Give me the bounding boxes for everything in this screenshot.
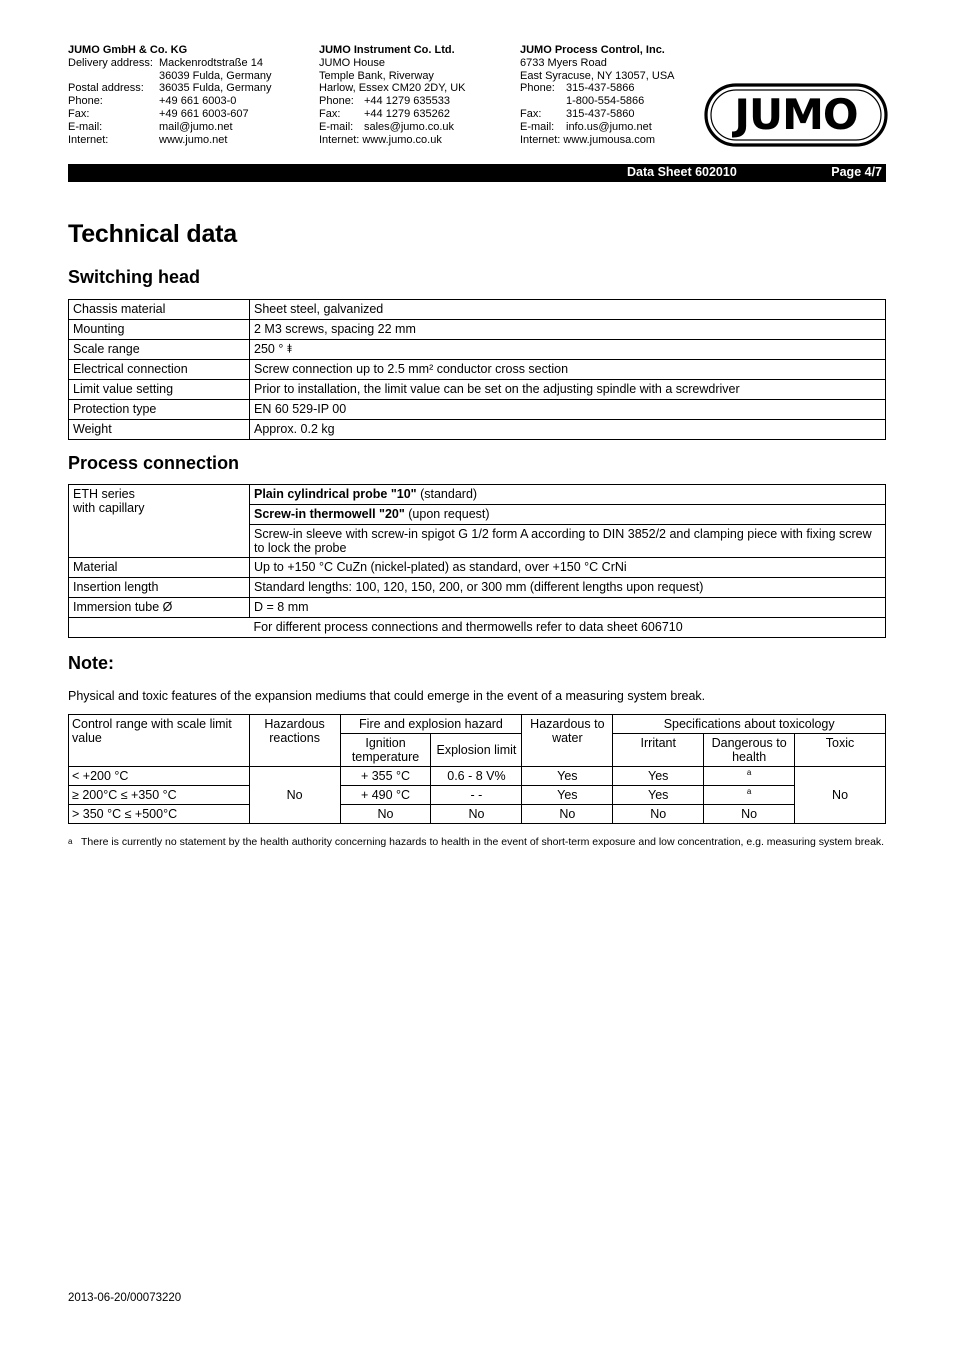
website-link[interactable]: www.jumo.co.uk (362, 133, 442, 146)
table-row (69, 400, 886, 420)
company-name: JUMO GmbH & Co. KG (68, 44, 188, 56)
addr-val: 315-437-5860 (566, 107, 635, 120)
addr-line: Harlow, Essex CM20 2DY, UK (319, 82, 466, 95)
addr-val: Mackenrodtstraße 14 (159, 56, 263, 69)
addr-key: Internet: (520, 133, 561, 146)
address-jumo-gmbh (68, 44, 272, 146)
cell-explosion: - - (431, 786, 522, 805)
eth-label-line: ETH series (73, 487, 135, 501)
email-link[interactable]: sales@jumo.co.uk (364, 120, 455, 133)
company-name: JUMO Process Control, Inc. (520, 44, 665, 56)
cell-water: No (522, 805, 613, 824)
header-toxic: Toxic (795, 734, 886, 767)
cell-explosion: 0.6 - 8 V% (431, 767, 522, 786)
addr-val: +44 1279 635262 (364, 107, 450, 120)
cell-ignition: + 490 °C (340, 786, 431, 805)
spec-value: Up to +150 °C CuZn (nickel-plated) as standard, over +150 °C CrNi (250, 558, 886, 578)
spec-value: Prior to installation, the limit value can be set on the adjusting spindle with a screwdriver (250, 380, 886, 400)
spec-value: D = 8 mm (250, 598, 886, 618)
spec-value: Standard lengths: 100, 120, 150, 200, or 300 mm (different lengths upon request) (250, 578, 886, 598)
section-heading-process-connection: Process connection (68, 453, 240, 473)
spec-label: Scale range (69, 340, 250, 360)
company-name: JUMO Instrument Co. Ltd. (319, 44, 455, 56)
addr-val: +49 661 6003-607 (159, 107, 249, 120)
note-text: Physical and toxic features of the expansion mediums that could emerge in the event of a measuring system break. (68, 689, 706, 703)
spec-label: Limit value setting (69, 380, 250, 400)
cell-explosion: No (431, 805, 522, 824)
probe-note: (standard) (416, 487, 478, 501)
cell-ignition: + 355 °C (340, 767, 431, 786)
cell-irritant: Yes (613, 786, 704, 805)
header-irritant: Irritant (613, 734, 704, 767)
addr-key: Fax: (520, 107, 542, 120)
header-toxicology: Specifications about toxicology (613, 715, 886, 734)
spec-value: EN 60 529-IP 00 (250, 400, 886, 420)
thermowell-note: (upon request) (404, 507, 490, 521)
spec-label: Weight (69, 420, 250, 440)
section-heading-switching-head: Switching head (68, 267, 201, 287)
cell-dangerous (704, 786, 795, 805)
table-row (69, 420, 886, 440)
addr-key (68, 70, 159, 83)
cell-dangerous: No (704, 805, 795, 824)
cell-water: Yes (522, 767, 613, 786)
website-link[interactable]: www.jumo.net (159, 133, 228, 146)
addr-key: Delivery address: (68, 56, 153, 69)
jumo-logo (704, 83, 888, 147)
probe-name: Plain cylindrical probe "10" (254, 487, 417, 501)
cell-irritant: Yes (613, 767, 704, 786)
table-row (69, 340, 886, 360)
table-row (69, 558, 886, 578)
cell-dangerous (704, 767, 795, 786)
cell-range: ≥ 200°C ≤ +350 °C (69, 786, 250, 805)
spec-value: Sheet steel, galvanized (250, 300, 886, 320)
header-fire-explosion: Fire and explosion hazard (340, 715, 522, 734)
empty-cell (69, 618, 250, 638)
addr-key: Fax: (319, 107, 341, 120)
spec-value: 2 M3 screws, spacing 22 mm (250, 320, 886, 340)
table-row (69, 786, 886, 805)
footnote-marker: a (746, 767, 752, 777)
addr-key: Internet: (68, 133, 109, 146)
process-footer-note: For different process connections and thermowells refer to data sheet 606710 (250, 618, 886, 638)
table-row (69, 618, 886, 638)
spec-label: Electrical connection (69, 360, 250, 380)
addr-key: E-mail: (68, 120, 103, 133)
table-row (69, 598, 886, 618)
header-hazardous-reactions: Hazardous reactions (249, 715, 340, 767)
header-ignition: Ignition temperature (340, 734, 431, 767)
toxicology-table (68, 714, 886, 824)
process-connection-table (68, 484, 886, 638)
spec-value: 250 ° ⯒ (250, 340, 886, 360)
document-id: 2013-06-20/00073220 (68, 1292, 182, 1304)
addr-line: East Syracuse, NY 13057, USA (520, 69, 675, 82)
spec-label: Material (69, 558, 250, 578)
thermowell-option (250, 505, 886, 525)
addr-line: 6733 Myers Road (520, 56, 607, 69)
table-row (69, 485, 886, 505)
header-hazardous-water: Hazardous to water (522, 715, 613, 767)
addr-key: Phone: (68, 95, 103, 108)
table-row (69, 380, 886, 400)
table-row (69, 767, 886, 786)
eth-series-label (69, 485, 250, 558)
footnote-mark: a (68, 837, 73, 846)
spec-label: Immersion tube Ø (69, 598, 250, 618)
website-link[interactable]: www.jumousa.com (563, 133, 656, 146)
header-bar (68, 164, 886, 182)
header-control-range: Control range with scale limit value (69, 715, 250, 767)
eth-label-line: with capillary (73, 501, 145, 515)
addr-line: Temple Bank, Riverway (319, 69, 434, 82)
email-link[interactable]: info.us@jumo.net (566, 120, 652, 133)
addr-val: 1-800-554-5866 (566, 95, 645, 108)
table-row (69, 578, 886, 598)
spec-label: Insertion length (69, 578, 250, 598)
cell-irritant: No (613, 805, 704, 824)
table-row (69, 320, 886, 340)
addr-key: Postal address: (68, 82, 144, 95)
thermowell-name: Screw-in thermowell "20" (254, 507, 405, 521)
addr-val: 315-437-5866 (566, 82, 635, 95)
table-row (69, 805, 886, 824)
cell-range: > 350 °C ≤ +500°C (69, 805, 250, 824)
addr-key: Phone: (520, 82, 555, 95)
addr-key: Internet: (319, 133, 360, 146)
email-link[interactable]: mail@jumo.net (159, 120, 233, 133)
spec-label: Mounting (69, 320, 250, 340)
addr-val: +44 1279 635533 (364, 95, 450, 108)
data-sheet-number: Data Sheet 602010 (627, 165, 737, 179)
addr-key (520, 95, 566, 108)
table-row (69, 300, 886, 320)
addr-val: 36035 Fulda, Germany (159, 82, 272, 95)
cell-reactions: No (249, 767, 340, 824)
addr-key: Phone: (319, 95, 354, 108)
addr-line: JUMO House (319, 56, 386, 69)
header-explosion: Explosion limit (431, 734, 522, 767)
logo-text: JUMO (734, 90, 858, 139)
spec-value: Approx. 0.2 kg (250, 420, 886, 440)
sleeve-option: Screw-in sleeve with screw-in spigot G 1/2 form A according to DIN 3852/2 and clamping piece with fixing screw to lock the probe (250, 525, 886, 558)
address-jumo-usa (520, 44, 675, 146)
section-heading-note: Note: (68, 653, 114, 673)
page-number: Page 4/7 (831, 165, 882, 179)
address-jumo-uk (319, 44, 466, 146)
addr-key: E-mail: (319, 120, 354, 133)
addr-key: E-mail: (520, 120, 555, 133)
addr-key: Fax: (68, 107, 90, 120)
addr-val: 36039 Fulda, Germany (159, 69, 272, 82)
cell-range: < +200 °C (69, 767, 250, 786)
spec-value: Screw connection up to 2.5 mm² conductor cross section (250, 360, 886, 380)
spec-label: Chassis material (69, 300, 250, 320)
switching-head-table (68, 299, 886, 440)
footnote (68, 836, 886, 848)
page-title: Technical data (68, 220, 238, 248)
addr-val: +49 661 6003-0 (159, 95, 237, 108)
table-row (69, 360, 886, 380)
cell-ignition: No (340, 805, 431, 824)
cell-toxic: No (795, 767, 886, 824)
footnote-text: There is currently no statement by the health authority concerning hazards to health in the event of short-term exposure and low concentration, e.g. measuring system break. (81, 836, 885, 848)
spec-label: Protection type (69, 400, 250, 420)
table-header-row (69, 715, 886, 734)
header-dangerous: Dangerous to health (704, 734, 795, 767)
probe-option (250, 485, 886, 505)
footnote-marker: a (746, 786, 752, 796)
cell-water: Yes (522, 786, 613, 805)
